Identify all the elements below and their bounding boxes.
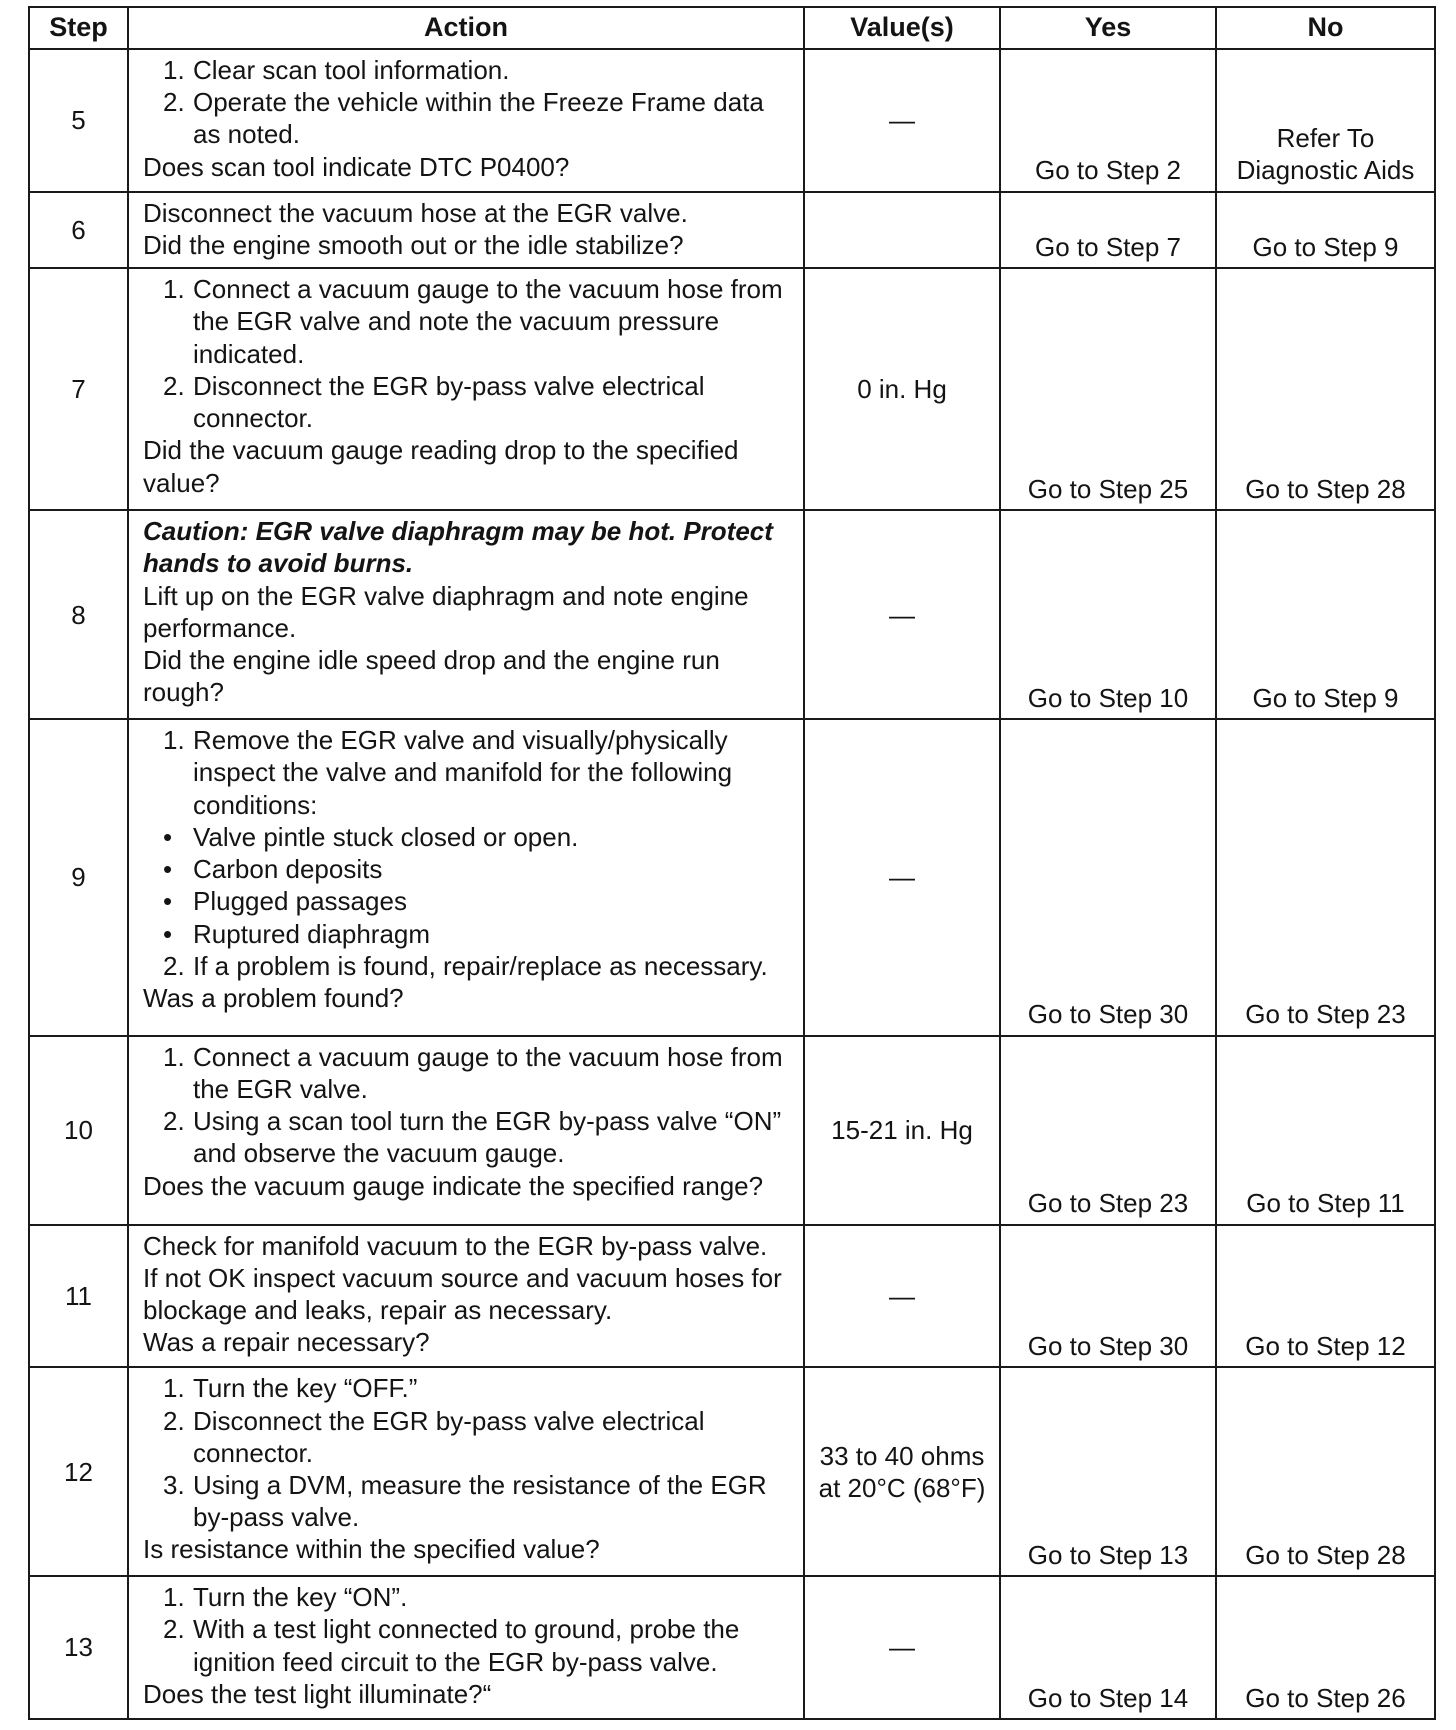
yes-cell: Go to Step 25 (1000, 268, 1216, 510)
no-cell: Go to Step 28 (1216, 268, 1435, 510)
item-text: If a problem is found, repair/replace as necessary. (193, 950, 768, 981)
table-row (29, 49, 1435, 192)
yes-cell: Go to Step 30 (1000, 1225, 1216, 1368)
step-number: 13 (29, 1576, 128, 1719)
yes-cell: Go to Step 7 (1000, 192, 1216, 268)
item-number: 1. (163, 1582, 185, 1613)
numbered-list (143, 273, 787, 434)
numbered-item (143, 273, 787, 370)
item-number: 3. (163, 1469, 185, 1500)
numbered-item (143, 1372, 787, 1404)
item-number: 2. (163, 950, 185, 981)
item-number: 1. (163, 274, 185, 305)
item-text: Disconnect the EGR by-pass valve electrical connector. (193, 370, 705, 434)
header-yes: Yes (1000, 7, 1216, 49)
table-row (29, 1225, 1435, 1368)
action-text: Check for manifold vacuum to the EGR by-pass valve. If not OK inspect vacuum source and vacuum hoses for blockage and leaks, repair as necessary. (143, 1230, 782, 1326)
step-number: 9 (29, 719, 128, 1035)
step-number: 5 (29, 49, 128, 192)
table-header (29, 7, 1435, 49)
value-cell: — (804, 1576, 1000, 1719)
action-text: Does scan tool indicate DTC P0400? (143, 151, 570, 182)
action-cell (128, 510, 804, 719)
item-text: Disconnect the EGR by-pass valve electrical connector. (193, 1405, 705, 1468)
numbered-list (143, 1372, 787, 1533)
item-text: With a test light connected to ground, probe the ignition feed circuit to the EGR by-pass valve. (193, 1614, 740, 1677)
action-text: Does the test light illuminate?“ (143, 1678, 492, 1709)
bullet-text: Plugged passages (193, 886, 407, 917)
yes-cell: Go to Step 30 (1000, 719, 1216, 1035)
table-row (29, 1367, 1435, 1576)
table-body (29, 49, 1435, 1719)
item-text: Connect a vacuum gauge to the vacuum hose from the EGR valve and note the vacuum pressure indicated. (193, 274, 783, 369)
action-cell (128, 1576, 804, 1719)
item-text: Turn the key “ON”. (193, 1582, 408, 1613)
item-number: 1. (163, 725, 185, 756)
bullet-text: Ruptured diaphragm (193, 918, 431, 949)
action-cell (128, 192, 804, 268)
action-text: Did the engine smooth out or the idle stabilize? (143, 229, 684, 260)
action-text: Did the vacuum gauge reading drop to the specified value? (143, 435, 739, 498)
numbered-item (143, 1613, 787, 1677)
no-cell: Go to Step 9 (1216, 510, 1435, 719)
action-cell (128, 1367, 804, 1576)
numbered-item (143, 1469, 787, 1533)
no-cell: Refer To Diagnostic Aids (1216, 49, 1435, 192)
action-text: Was a problem found? (143, 983, 404, 1014)
item-number: 1. (163, 1373, 185, 1404)
action-cell (128, 1036, 804, 1225)
table-row (29, 719, 1435, 1035)
action-text: Disconnect the vacuum hose at the EGR valve. (143, 197, 688, 228)
table-row (29, 1036, 1435, 1225)
bullet-item (143, 853, 787, 885)
step-number: 8 (29, 510, 128, 719)
yes-cell: Go to Step 14 (1000, 1576, 1216, 1719)
bullet-item (143, 821, 787, 853)
numbered-list (143, 950, 787, 982)
action-text: Does the vacuum gauge indicate the specified range? (143, 1170, 764, 1201)
caution-text: Caution: EGR valve diaphragm may be hot. Protect hands to avoid burns. (143, 516, 773, 579)
step-number: 7 (29, 268, 128, 510)
item-text: Using a DVM, measure the resistance of the EGR by-pass valve. (193, 1469, 767, 1533)
action-cell (128, 268, 804, 510)
header-step: Step (29, 7, 128, 49)
item-number: 2. (163, 1405, 185, 1436)
table-row (29, 1576, 1435, 1719)
table-row (29, 192, 1435, 268)
value-cell (804, 192, 1000, 268)
value-cell: 0 in. Hg (804, 268, 1000, 510)
action-text: Lift up on the EGR valve diaphragm and note engine performance. (143, 580, 749, 643)
no-cell: Go to Step 26 (1216, 1576, 1435, 1719)
value-cell: — (804, 1225, 1000, 1368)
header-values: Value(s) (804, 7, 1000, 49)
yes-cell: Go to Step 2 (1000, 49, 1216, 192)
item-number: 2. (163, 370, 185, 401)
numbered-item (143, 370, 787, 434)
table-row (29, 268, 1435, 510)
numbered-list (143, 54, 787, 151)
numbered-item (143, 1105, 787, 1169)
numbered-item (143, 950, 787, 982)
no-cell: Go to Step 11 (1216, 1036, 1435, 1225)
numbered-list (143, 1041, 787, 1170)
table-row (29, 510, 1435, 719)
item-text: Connect a vacuum gauge to the vacuum hose from the EGR valve. (193, 1041, 783, 1104)
bullet-dot-icon: • (163, 886, 173, 917)
value-cell: — (804, 49, 1000, 192)
step-number: 11 (29, 1225, 128, 1368)
numbered-list (143, 724, 787, 821)
numbered-list (143, 1581, 787, 1678)
diagnostic-table (28, 6, 1436, 1720)
item-number: 1. (163, 1041, 185, 1072)
value-cell: 15-21 in. Hg (804, 1036, 1000, 1225)
bullet-dot-icon: • (163, 918, 173, 949)
value-cell: — (804, 510, 1000, 719)
bullet-item (143, 885, 787, 917)
header-action: Action (128, 7, 804, 49)
action-cell (128, 49, 804, 192)
item-text: Turn the key “OFF.” (193, 1373, 418, 1404)
numbered-item (143, 1405, 787, 1469)
item-text: Clear scan tool information. (193, 55, 510, 85)
no-cell: Go to Step 28 (1216, 1367, 1435, 1576)
action-text: Was a repair necessary? (143, 1327, 430, 1358)
action-text: Did the engine idle speed drop and the engine run rough? (143, 645, 720, 708)
bullet-text: Carbon deposits (193, 854, 383, 885)
item-number: 2. (163, 1614, 185, 1645)
bullet-text: Valve pintle stuck closed or open. (193, 821, 579, 852)
no-cell: Go to Step 12 (1216, 1225, 1435, 1368)
numbered-item (143, 86, 787, 150)
numbered-item (143, 1581, 787, 1613)
item-text: Remove the EGR valve and visually/physically inspect the valve and manifold for the following conditions: (193, 725, 733, 820)
no-cell: Go to Step 9 (1216, 192, 1435, 268)
yes-cell: Go to Step 23 (1000, 1036, 1216, 1225)
yes-cell: Go to Step 13 (1000, 1367, 1216, 1576)
step-number: 12 (29, 1367, 128, 1576)
step-number: 6 (29, 192, 128, 268)
item-number: 2. (163, 87, 185, 118)
numbered-item (143, 54, 787, 86)
header-row (29, 7, 1435, 49)
value-cell: 33 to 40 ohms at 20°C (68°F) (804, 1367, 1000, 1576)
bullet-dot-icon: • (163, 821, 173, 852)
action-cell (128, 1225, 804, 1368)
bullet-list (143, 821, 787, 950)
action-cell (128, 719, 804, 1035)
bullet-item (143, 918, 787, 950)
numbered-item (143, 1041, 787, 1105)
action-text: Is resistance within the specified value? (143, 1534, 600, 1565)
header-no: No (1216, 7, 1435, 49)
item-number: 2. (163, 1106, 185, 1137)
no-cell: Go to Step 23 (1216, 719, 1435, 1035)
value-cell: — (804, 719, 1000, 1035)
yes-cell: Go to Step 10 (1000, 510, 1216, 719)
item-text: Operate the vehicle within the Freeze Frame data as noted. (193, 87, 764, 150)
item-text: Using a scan tool turn the EGR by-pass valve “ON” and observe the vacuum gauge. (193, 1106, 782, 1169)
item-number: 1. (163, 55, 185, 85)
numbered-item (143, 724, 787, 821)
bullet-dot-icon: • (163, 854, 173, 885)
step-number: 10 (29, 1036, 128, 1225)
